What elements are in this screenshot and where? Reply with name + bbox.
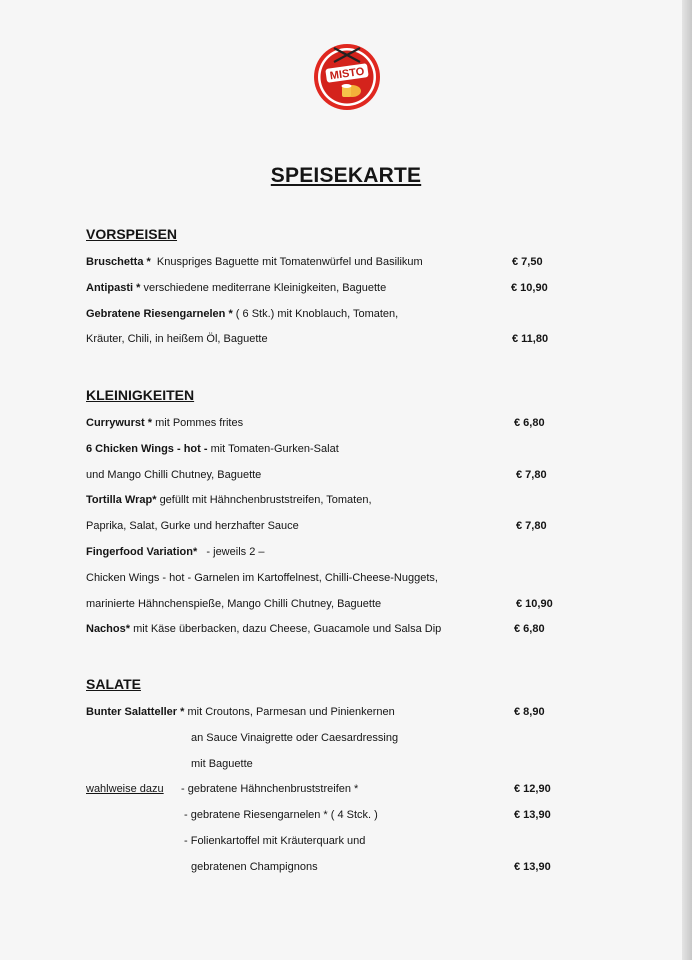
menu-item-garnelen <box>86 307 398 321</box>
item-description: Knuspriges Baguette mit Tomatenwürfel und Basilikum <box>156 256 423 268</box>
item-name: Gebratene Riesengarnelen * <box>86 308 233 320</box>
price-bunter-salatteller: € 8,90 <box>514 706 545 718</box>
item-name: Nachos* <box>86 623 131 635</box>
item-description: mit Croutons, Parmesan und Pinienkernen <box>187 706 395 718</box>
item-description: mit Pommes frites <box>155 417 244 429</box>
price-fingerfood: € 10,90 <box>516 598 553 610</box>
item-name: Antipasti * <box>86 282 141 294</box>
item-description-continued: gebratenen Champignons <box>191 861 318 873</box>
price-nachos: € 6,80 <box>514 623 545 635</box>
menu-item-currywurst <box>86 416 243 430</box>
item-description: gefüllt mit Hähnchenbruststreifen, Tomaten, <box>159 494 372 506</box>
option-folienkartoffel: - Folienkartoffel mit Kräuterquark und <box>184 835 366 847</box>
price-option-haehnchen: € 12,90 <box>514 783 551 795</box>
item-name: 6 Chicken Wings - hot - <box>86 443 208 455</box>
section-heading-vorspeisen: VORSPEISEN <box>86 226 178 242</box>
item-description-continued: Chicken Wings - hot - Garnelen im Kartoffelnest, Chilli-Cheese-Nuggets, <box>86 572 438 584</box>
price-tortilla-wrap: € 7,80 <box>516 520 547 532</box>
option-haehnchen: - gebratene Hähnchenbruststreifen * <box>181 783 359 795</box>
menu-item-fingerfood <box>86 545 264 559</box>
price-option-folienkartoffel: € 13,90 <box>514 861 551 873</box>
item-description: verschiedene mediterrane Kleinigkeiten, Baguette <box>143 282 387 294</box>
price-option-garnelen: € 13,90 <box>514 809 551 821</box>
logo-text: MISTO <box>329 65 366 83</box>
menu-item-tortilla-wrap <box>86 493 372 507</box>
item-description: mit Käse überbacken, dazu Cheese, Guacamole und Salsa Dip <box>133 623 442 635</box>
menu-item-bunter-salatteller <box>86 705 395 719</box>
price-chicken-wings: € 7,80 <box>516 469 547 481</box>
item-description: - jeweils 2 – <box>206 546 265 558</box>
price-antipasti: € 10,90 <box>511 282 548 294</box>
item-description-continued: marinierte Hähnchenspieße, Mango Chilli Chutney, Baguette <box>86 598 382 610</box>
misto-logo <box>312 42 382 112</box>
item-description: mit Tomaten-Gurken-Salat <box>210 443 339 455</box>
wahlweise-label: wahlweise dazu <box>86 783 164 795</box>
item-description-continued: Paprika, Salat, Gurke und herzhafter Sauce <box>86 520 299 532</box>
item-description-continued: Kräuter, Chili, in heißem Öl, Baguette <box>86 333 268 345</box>
page-edge-shadow <box>682 0 692 960</box>
section-heading-salate: SALATE <box>86 676 141 692</box>
price-currywurst: € 6,80 <box>514 417 545 429</box>
option-garnelen: - gebratene Riesengarnelen * ( 4 Stck. ) <box>184 809 378 821</box>
item-description-continued: an Sauce Vinaigrette oder Caesardressing <box>191 732 399 744</box>
item-description-continued: und Mango Chilli Chutney, Baguette <box>86 469 262 481</box>
item-description: ( 6 Stk.) mit Knoblauch, Tomaten, <box>235 308 399 320</box>
price-bruschetta: € 7,50 <box>512 256 543 268</box>
item-name: Fingerfood Variation* <box>86 546 198 558</box>
menu-item-bruschetta <box>86 255 423 269</box>
menu-item-chicken-wings <box>86 442 339 456</box>
item-name: Currywurst * <box>86 417 153 429</box>
price-garnelen: € 11,80 <box>512 333 549 345</box>
item-name: Bruschetta * <box>86 256 151 268</box>
section-heading-kleinigkeiten: KLEINIGKEITEN <box>86 387 195 403</box>
page-title: SPEISEKARTE <box>270 164 422 187</box>
item-description-continued: mit Baguette <box>191 758 253 770</box>
item-name: Tortilla Wrap* <box>86 494 157 506</box>
item-name: Bunter Salatteller * <box>86 706 185 718</box>
menu-item-nachos <box>86 622 441 636</box>
menu-item-antipasti <box>86 281 386 295</box>
